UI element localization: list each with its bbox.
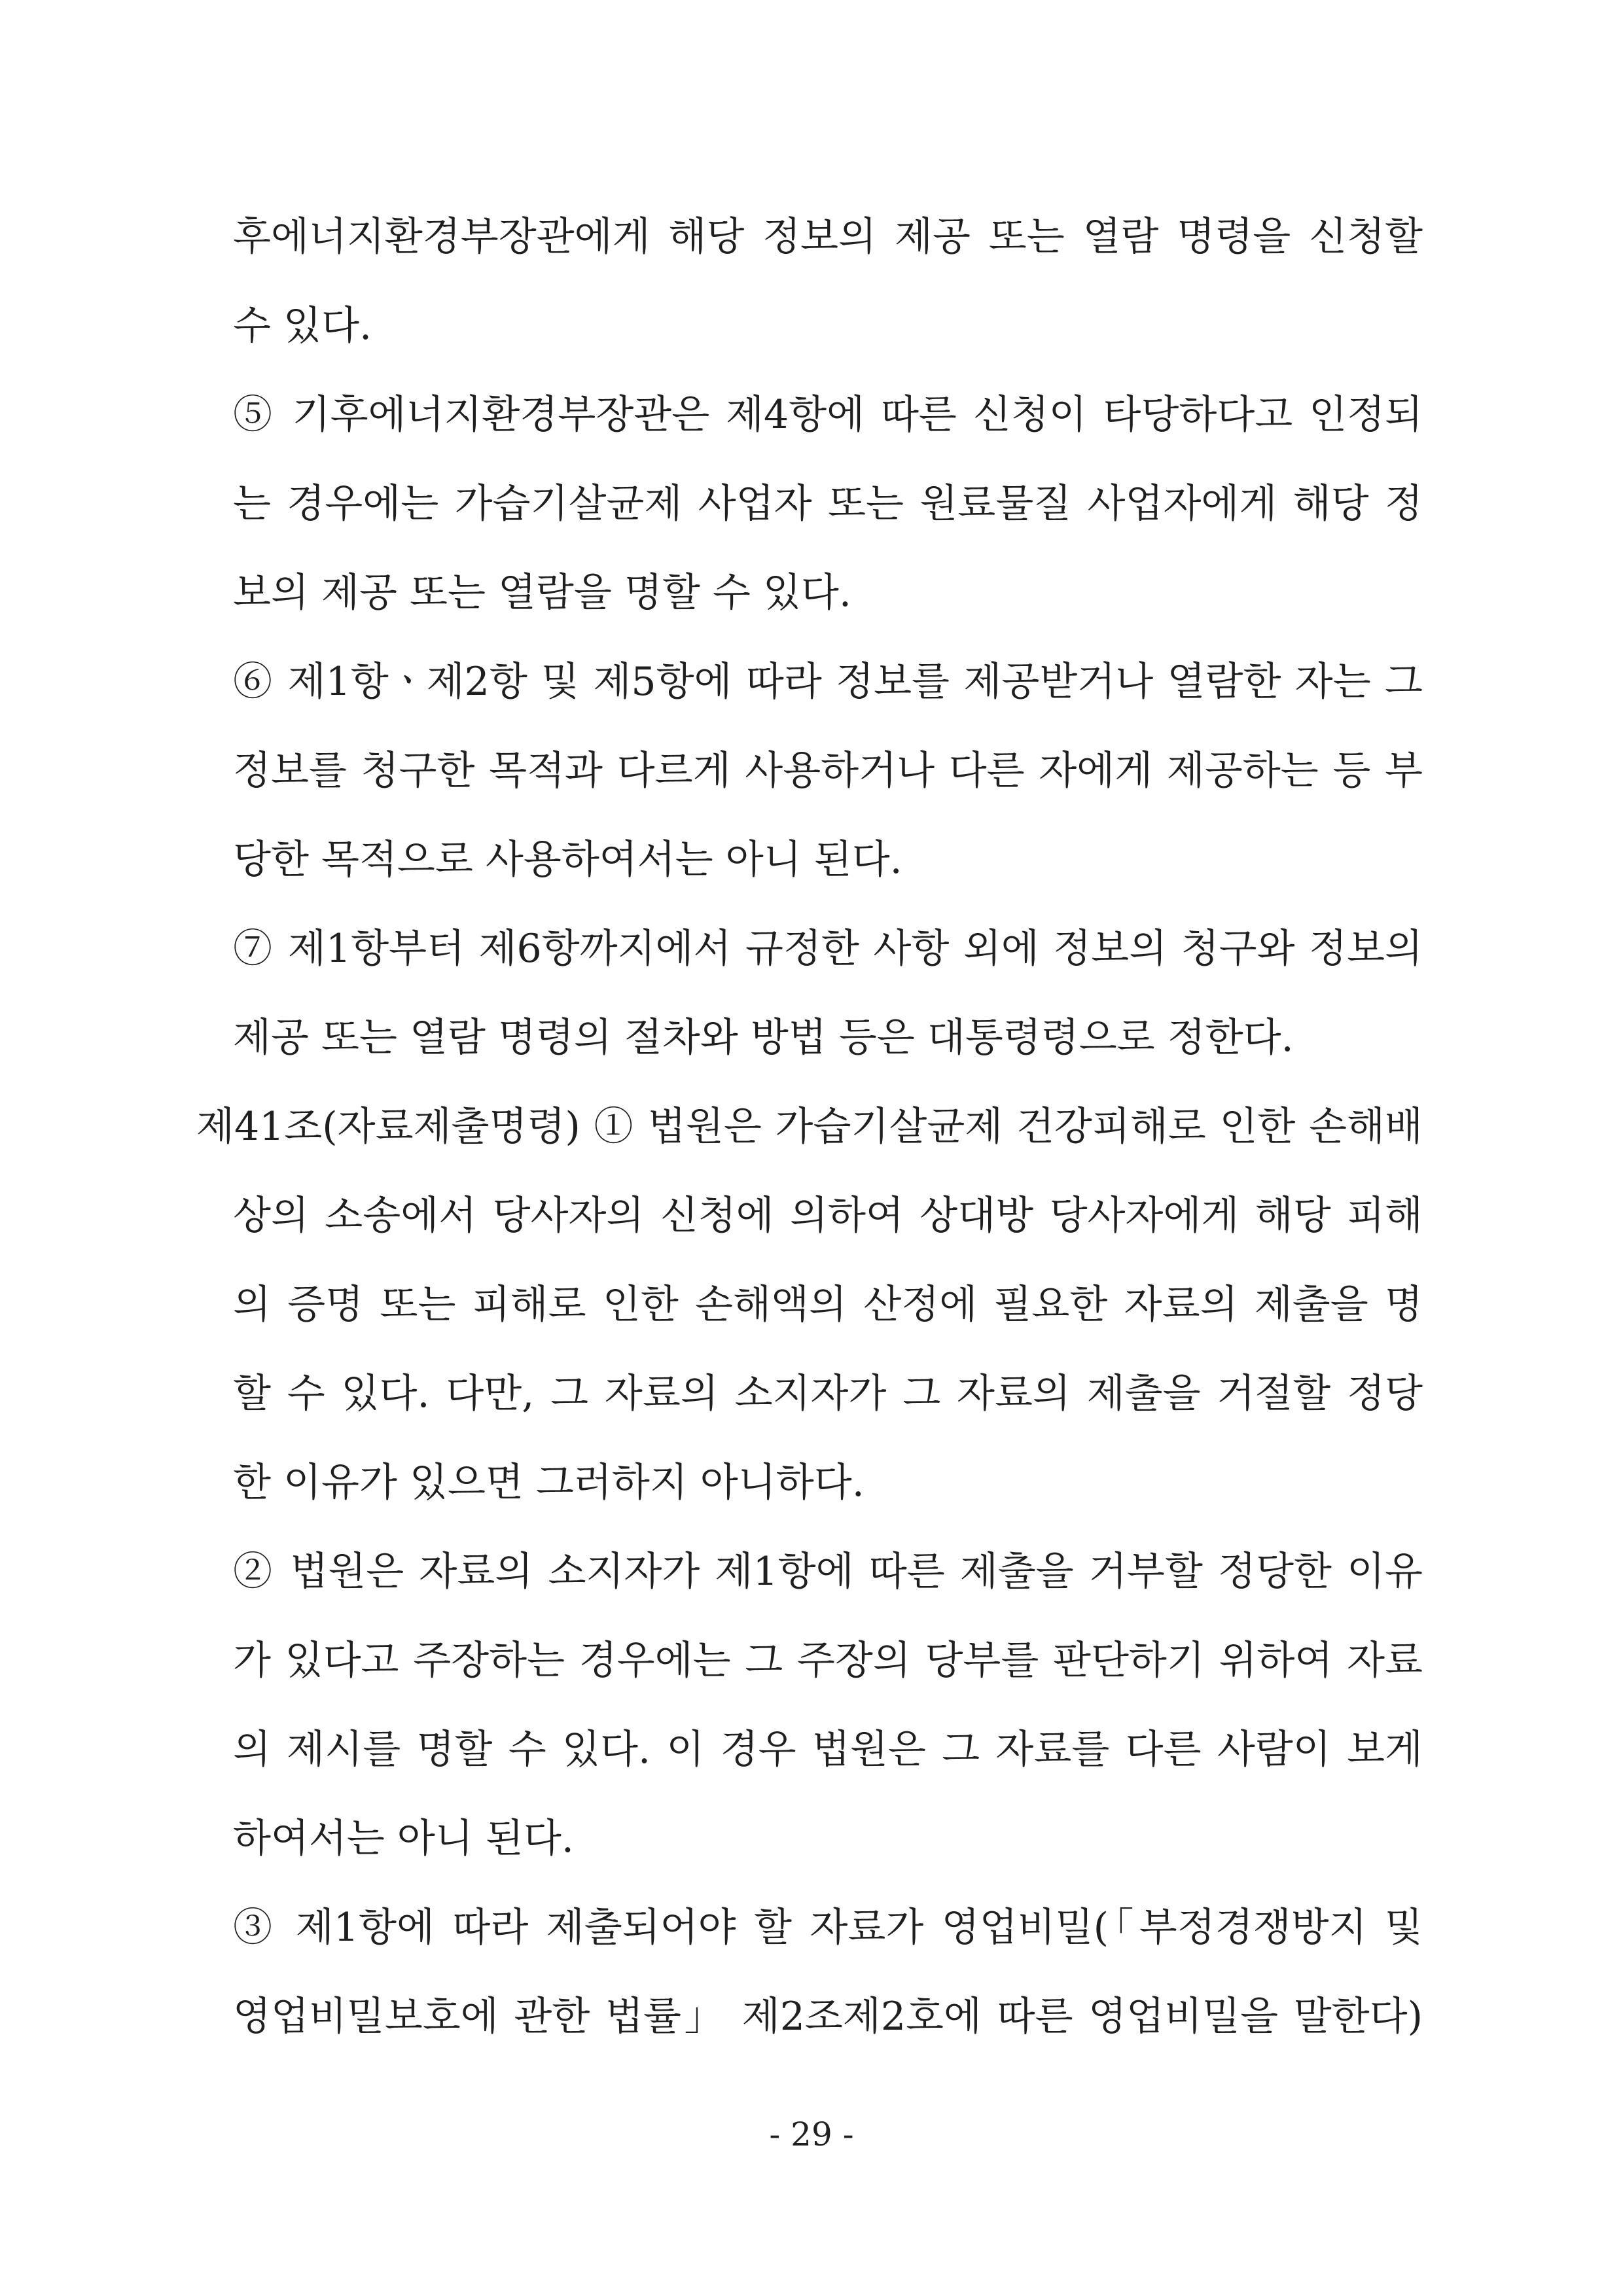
- text-line: 는 경우에는 가습기살균제 사업자 또는 원료물질 사업자에게 해당 정: [233, 481, 1423, 527]
- text-line: 수 있다.: [233, 303, 372, 349]
- text-line: 가 있다고 주장하는 경우에는 그 주장의 당부를 판단하기 위하여 자료: [233, 1638, 1423, 1684]
- text-line: ⑤ 기후에너지환경부장관은 제4항에 따른 신청이 타당하다고 인정되: [233, 392, 1423, 438]
- page-number: - 29 -: [769, 2115, 854, 2153]
- text-line: 한 이유가 있으면 그러하지 아니하다.: [233, 1460, 865, 1506]
- text-line: 할 수 있다. 다만, 그 자료의 소지자가 그 자료의 제출을 거절할 정당: [233, 1371, 1423, 1417]
- text-line: 후에너지환경부장관에게 해당 정보의 제공 또는 열람 명령을 신청할: [233, 214, 1423, 260]
- text-line: 의 증명 또는 피해로 인한 손해액의 산정에 필요한 자료의 제출을 명: [233, 1282, 1423, 1328]
- text-line: ③ 제1항에 따라 제출되어야 할 자료가 영업비밀(「부정경쟁방지 및: [233, 1905, 1423, 1951]
- text-line: ② 법원은 자료의 소지자가 제1항에 따른 제출을 거부할 정당한 이유: [233, 1549, 1423, 1595]
- text-line: 당한 목적으로 사용하여서는 아니 된다.: [233, 837, 902, 883]
- text-line: ⑦ 제1항부터 제6항까지에서 규정한 사항 외에 정보의 청구와 정보의: [233, 926, 1423, 972]
- text-line: 보의 제공 또는 열람을 명할 수 있다.: [233, 570, 851, 616]
- text-line: 제공 또는 열람 명령의 절차와 방법 등은 대통령령으로 정한다.: [233, 1015, 1294, 1061]
- text-line: 의 제시를 명할 수 있다. 이 경우 법원은 그 자료를 다른 사람이 보게: [233, 1727, 1423, 1773]
- article-heading-line: 제41조(자료제출명령) ① 법원은 가습기살균제 건강피해로 인한 손해배: [196, 1104, 1423, 1150]
- text-line: 상의 소송에서 당사자의 신청에 의하여 상대방 당사자에게 해당 피해: [233, 1193, 1423, 1239]
- text-line: 영업비밀보호에 관한 법률」 제2조제2호에 따른 영업비밀을 말한다): [233, 1994, 1423, 2040]
- text-line: 정보를 청구한 목적과 다르게 사용하거나 다른 자에게 제공하는 등 부: [233, 748, 1423, 794]
- text-line: 하여서는 아니 된다.: [233, 1816, 574, 1862]
- text-line: ⑥ 제1항ㆍ제2항 및 제5항에 따라 정보를 제공받거나 열람한 자는 그: [233, 659, 1423, 705]
